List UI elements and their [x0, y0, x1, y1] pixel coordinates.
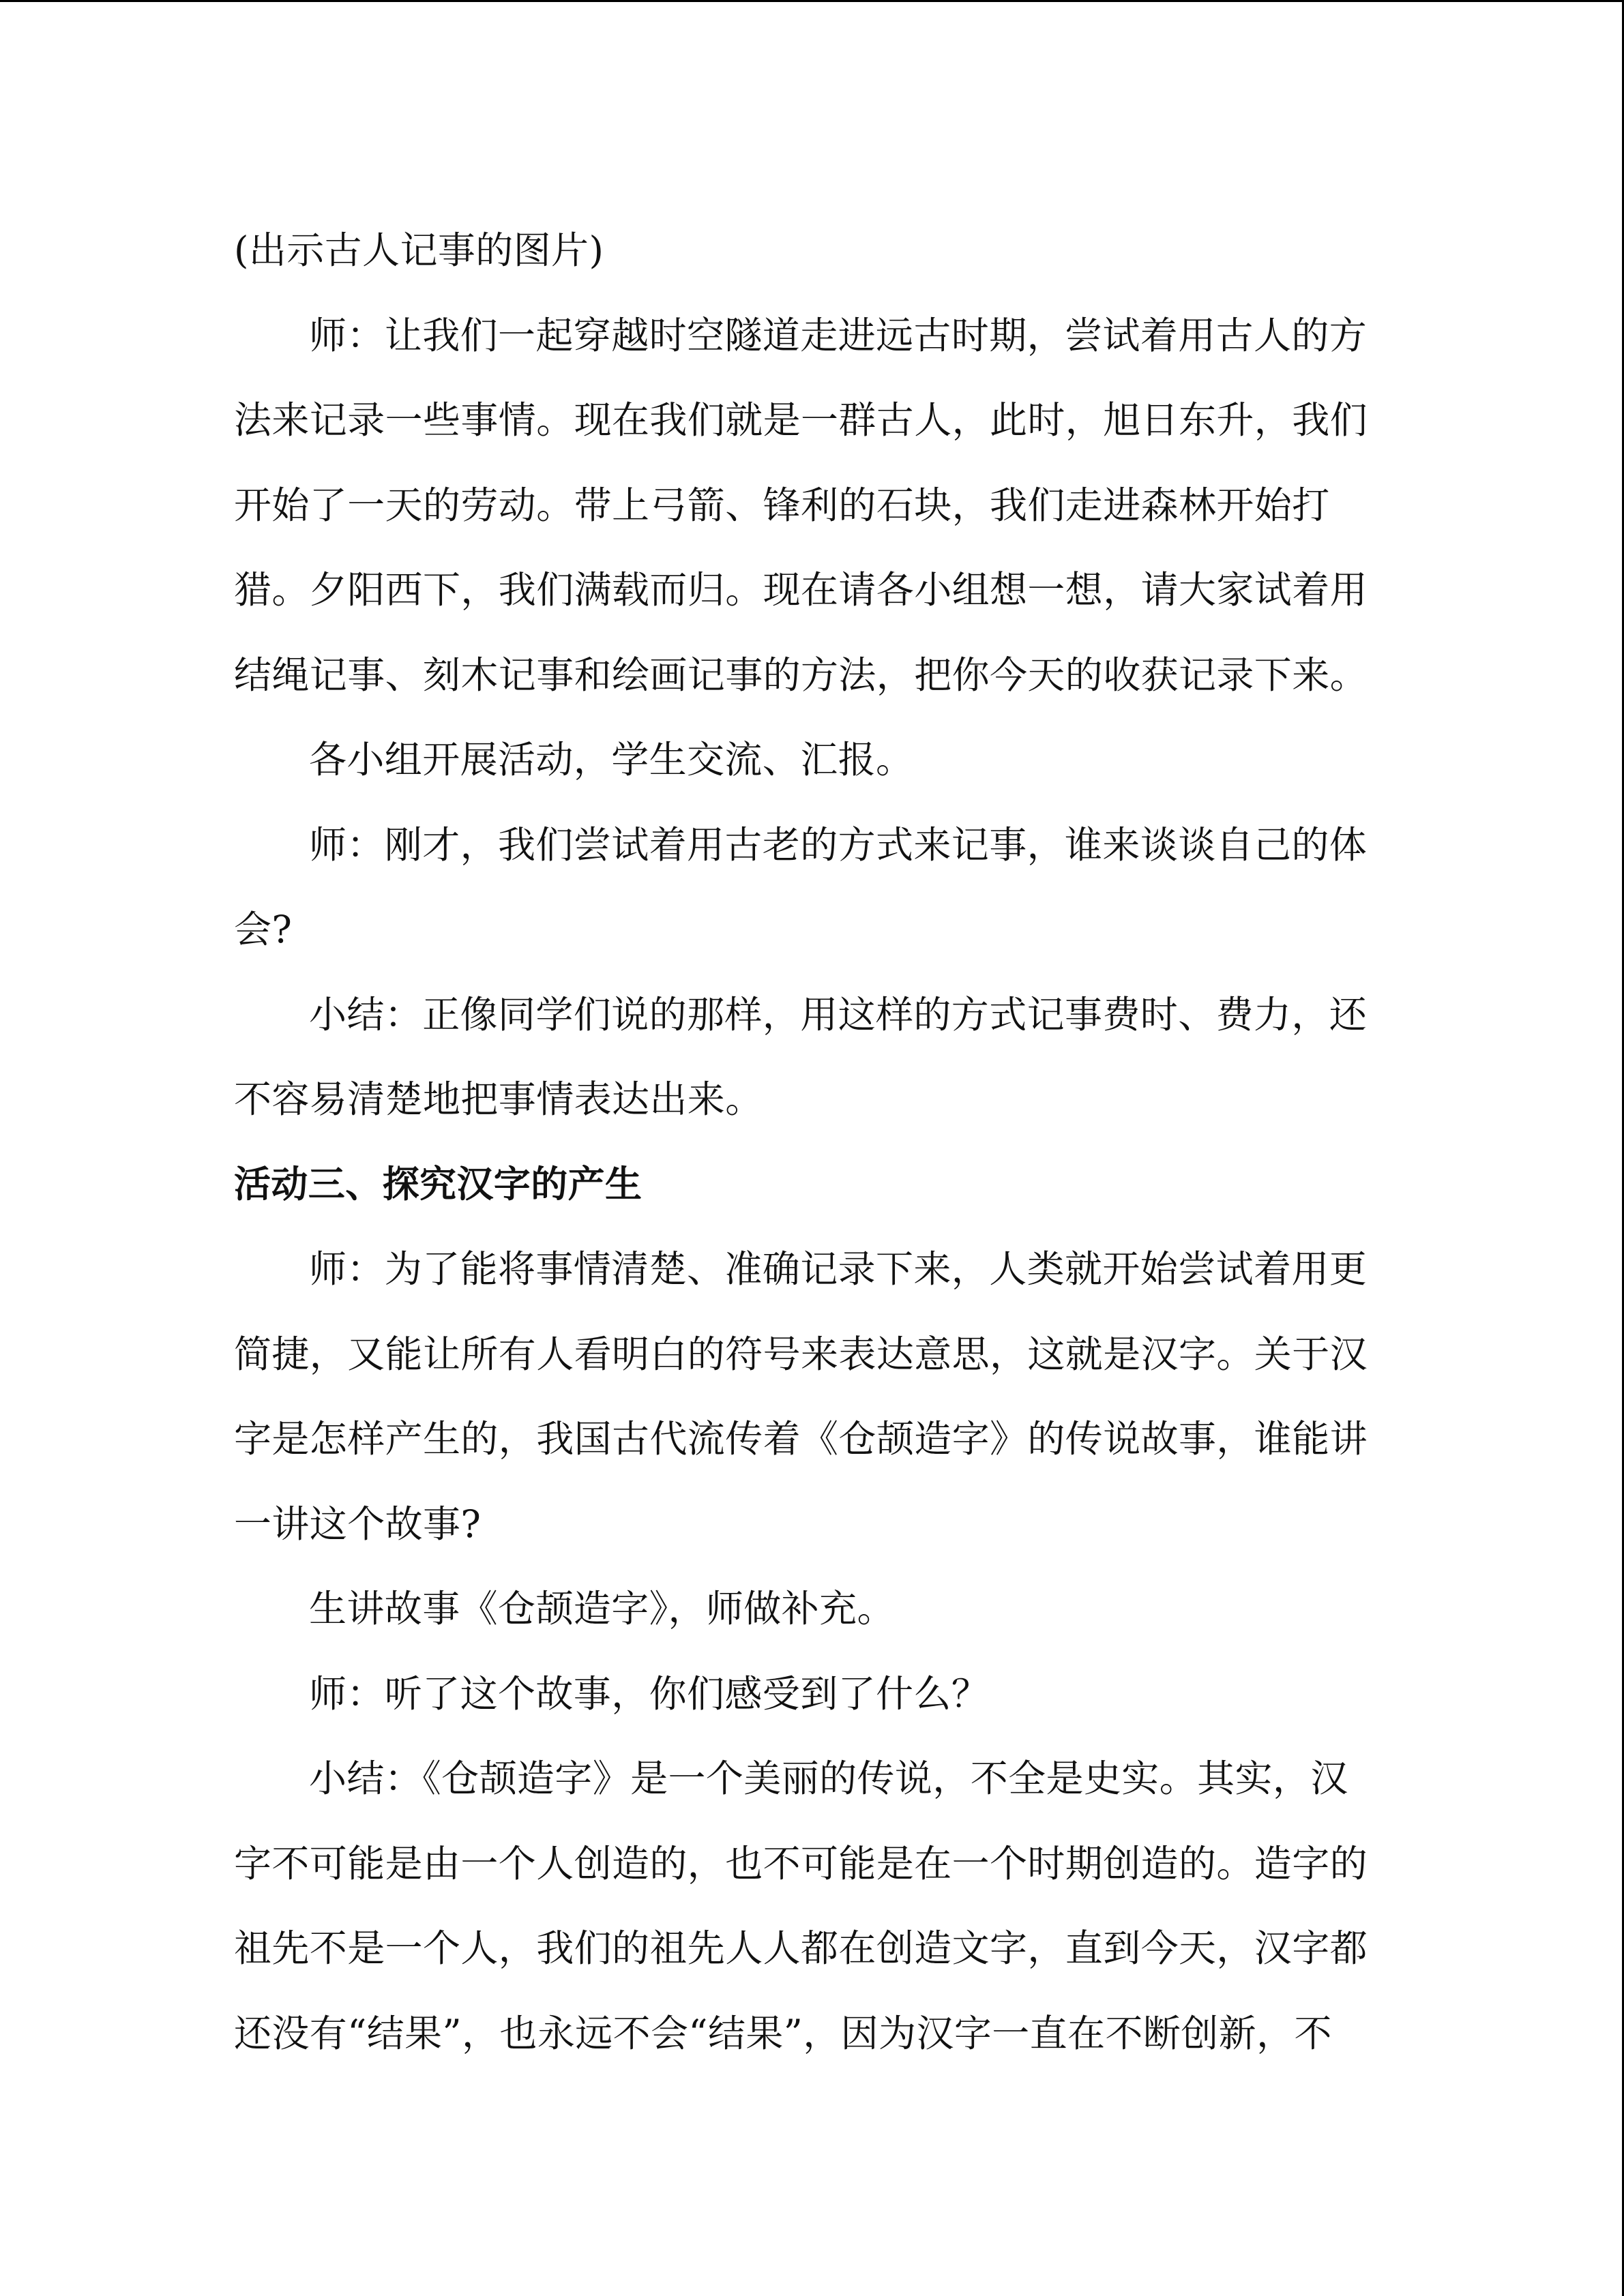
body-line: 各小组开展活动，学生交流、汇报。 [309, 738, 914, 781]
body-line: 不容易清楚地把事情表达出来。 [234, 1077, 763, 1121]
body-line: 祖先不是一个人，我们的祖先人人都在创造文字，直到今天，汉字都 [234, 1926, 1368, 1970]
body-line: 猎。夕阳西下，我们满载而归。现在请各小组想一想，请大家试着用 [234, 568, 1368, 612]
body-line: 师：为了能将事情清楚、准确记录下来，人类就开始尝试着用更 [309, 1247, 1368, 1291]
body-line: 法来记录一些事情。现在我们就是一群古人，此时，旭日东升，我们 [234, 398, 1368, 442]
body-line: 生讲故事《仓颉造字》，师做补充。 [309, 1587, 895, 1630]
body-line: 会? [234, 908, 293, 951]
body-line: 字不可能是由一个人创造的，也不可能是在一个时期创造的。造字的 [234, 1841, 1368, 1885]
body-line: 师：听了这个故事，你们感受到了什么？ [309, 1671, 990, 1716]
body-line: 一讲这个故事? [234, 1502, 482, 1546]
body-line: (出示古人记事的图片) [234, 228, 604, 272]
body-line: 小结：《仓颉造字》是一个美丽的传说，不全是史实。其实，汉 [309, 1757, 1348, 1800]
body-line: 结绳记事、刻木记事和绘画记事的方法，把你今天的收获记录下来。 [234, 653, 1368, 697]
body-line: 简捷，又能让所有人看明白的符号来表达意思，这就是汉字。关于汉 [234, 1332, 1368, 1376]
body-line: 字是怎样产生的，我国古代流传着《仓颉造字》的传说故事，谁能讲 [234, 1417, 1368, 1461]
document-body [234, 208, 1380, 2076]
section-heading: 活动三、探究汉字的产生 [234, 1162, 643, 1206]
body-line: 师：刚才，我们尝试着用古老的方式来记事，谁来谈谈自己的体 [309, 822, 1368, 867]
body-line: 还没有“结果”，也永远不会“结果”，因为汉字一直在不断创新，不 [234, 2011, 1332, 2055]
body-line: 开始了一天的劳动。带上弓箭、锋利的石块，我们走进森林开始打 [234, 483, 1330, 527]
body-line: 师：让我们一起穿越时空隧道走进远古时期，尝试着用古人的方 [309, 313, 1368, 357]
body-line: 小结：正像同学们说的那样，用这样的方式记事费时、费力，还 [309, 992, 1368, 1037]
